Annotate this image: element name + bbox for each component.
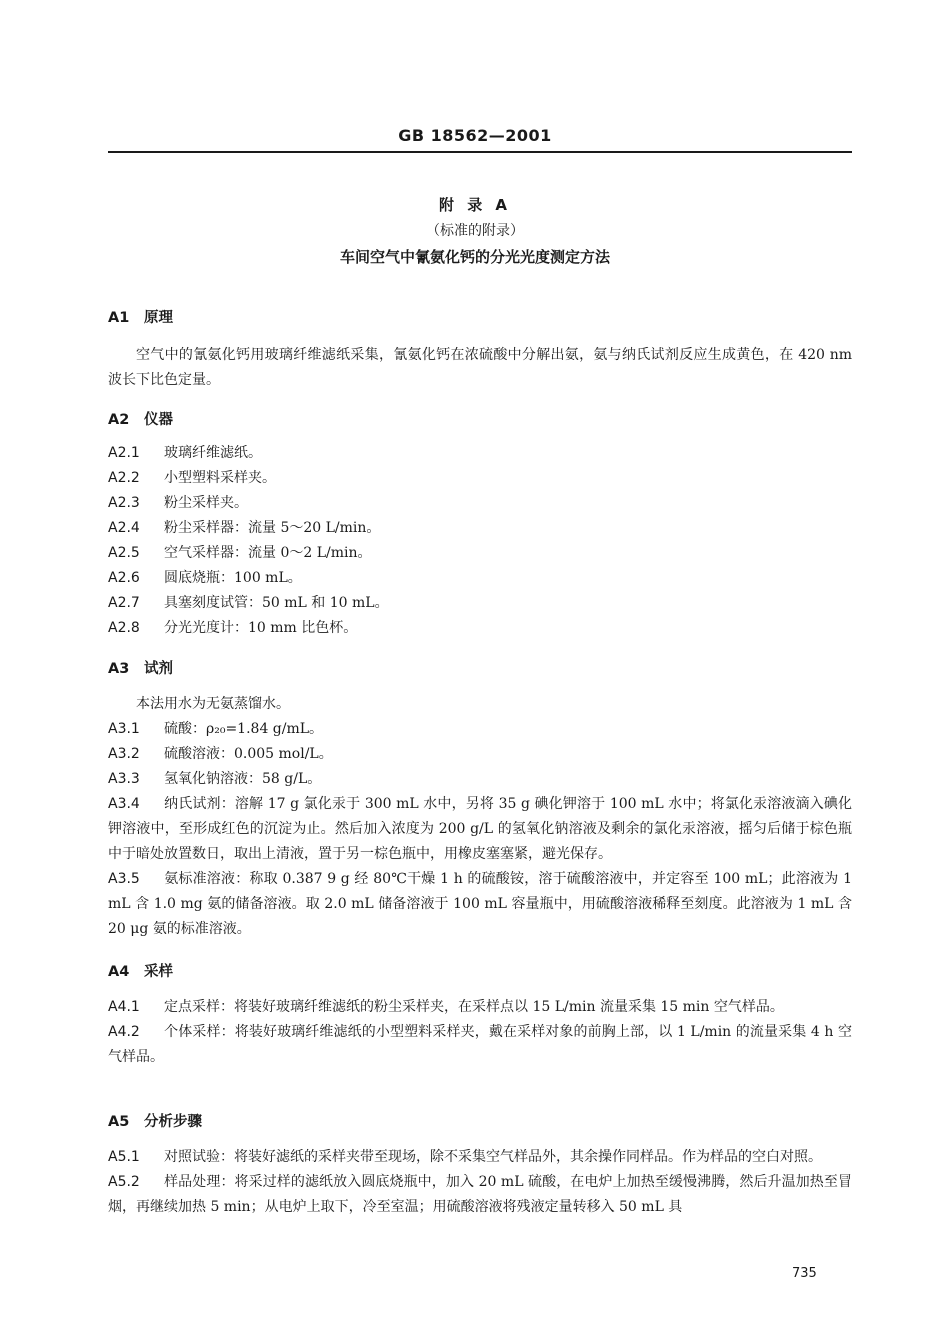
- section-title: 采样: [144, 964, 173, 980]
- paragraph-principle: 空气中的氰氨化钙用玻璃纤维滤纸采集，氰氨化钙在浓硫酸中分解出氨，氨与纳氏试剂反应生成黄色，在 420 nm 波长下比色定量。: [108, 347, 852, 388]
- section-number: A1: [108, 310, 130, 326]
- reagent-list: [108, 692, 852, 942]
- section-heading-a3: [108, 657, 852, 682]
- section-number: A5: [108, 1114, 130, 1130]
- standard-number-header: GB 18562—2001: [398, 126, 552, 145]
- section-title: 原理: [144, 310, 173, 326]
- list-item: A2.1 玻璃纤维滤纸。: [108, 445, 262, 461]
- section-heading-a2: [108, 408, 852, 433]
- section-number: A4: [108, 964, 130, 980]
- appendix-main-title: 车间空气中氰氨化钙的分光光度测定方法: [339, 248, 610, 266]
- appendix-title: 附 录 A: [438, 196, 512, 214]
- list-item: A3.1 硫酸：ρ₂₀=1.84 g/mL。: [108, 721, 324, 737]
- list-item: A5.1 对照试验：将装好滤纸的采样夹带至现场，除不采集空气样品外，其余操作同样品。作为样品的空白对照。: [108, 1149, 822, 1165]
- list-item: A4.2 个体采样：将装好玻璃纤维滤纸的小型塑料采样夹，戴在采样对象的前胸上部，以 1 L/min 的流量采集 4 h 空气样品。: [108, 1024, 852, 1065]
- list-item: A4.1 定点采样：将装好玻璃纤维滤纸的粉尘采样夹，在采样点以 15 L/min 流量采集 15 min 空气样品。: [108, 999, 784, 1015]
- page-number: 735: [792, 1266, 817, 1281]
- list-item: A2.3 粉尘采样夹。: [108, 495, 248, 511]
- header-rule: [108, 151, 852, 153]
- reagent-intro: 本法用水为无氨蒸馏水。: [136, 696, 290, 712]
- section-title: 试剂: [144, 661, 173, 677]
- list-item: A2.7 具塞刻度试管：50 mL 和 10 mL。: [108, 595, 389, 611]
- list-item: A3.4 纳氏试剂：溶解 17 g 氯化汞于 300 mL 水中，另将 35 g 碘化钾溶于 100 mL 水中；将氯化汞溶液滴入碘化钾溶液中，至形成红色的沉淀为止。然后加入浓度为 200 g/L 的氢氧化钠溶液及剩余的氯化汞溶液，摇匀后储于棕色瓶中于暗处放置数日，取出上清液，置于另一棕色瓶中，用橡皮塞塞紧，避光保存。: [108, 796, 852, 862]
- section-heading-a5: [108, 1110, 852, 1135]
- list-item: A2.4 粉尘采样器：流量 5～20 L/min。: [108, 520, 381, 536]
- section-number: A3: [108, 661, 130, 677]
- appendix-note: （标准的附录）: [426, 223, 524, 239]
- section-heading-a4: [108, 960, 852, 985]
- list-item: A3.5 氨标准溶液：称取 0.387 9 g 经 80℃干燥 1 h 的硫酸铵，溶于硫酸溶液中，并定容至 100 mL；此溶液为 1 mL 含 1.0 mg 氨的储备溶液。取 2.0 mL 储备溶液于 100 mL 容量瓶中，用硫酸溶液稀释至刻度。此溶液为 1 mL 含 20 μg 氨的标准溶液。: [108, 871, 852, 937]
- list-item: A2.2 小型塑料采样夹。: [108, 470, 276, 486]
- sampling-list: [108, 995, 852, 1070]
- list-item: A3.2 硫酸溶液：0.005 mol/L。: [108, 746, 333, 762]
- section-heading-a1: [108, 306, 852, 331]
- analysis-list: [108, 1145, 852, 1220]
- list-item: A2.6 圆底烧瓶：100 mL。: [108, 570, 302, 586]
- section-title: 仪器: [144, 412, 173, 428]
- instrument-list: [108, 441, 852, 641]
- list-item: A5.2 样品处理：将采过样的滤纸放入圆底烧瓶中，加入 20 mL 硫酸，在电炉上加热至缓慢沸腾，然后升温加热至冒烟，再继续加热 5 min；从电炉上取下，冷至室温；用硫酸溶液将残液定量转移入 50 mL 具: [108, 1174, 852, 1215]
- section-title: 分析步骤: [144, 1114, 202, 1130]
- section-number: A2: [108, 412, 130, 428]
- list-item: A3.3 氢氧化钠溶液：58 g/L。: [108, 771, 322, 787]
- list-item: A2.5 空气采样器：流量 0～2 L/min。: [108, 545, 372, 561]
- list-item: A2.8 分光光度计：10 mm 比色杯。: [108, 620, 358, 636]
